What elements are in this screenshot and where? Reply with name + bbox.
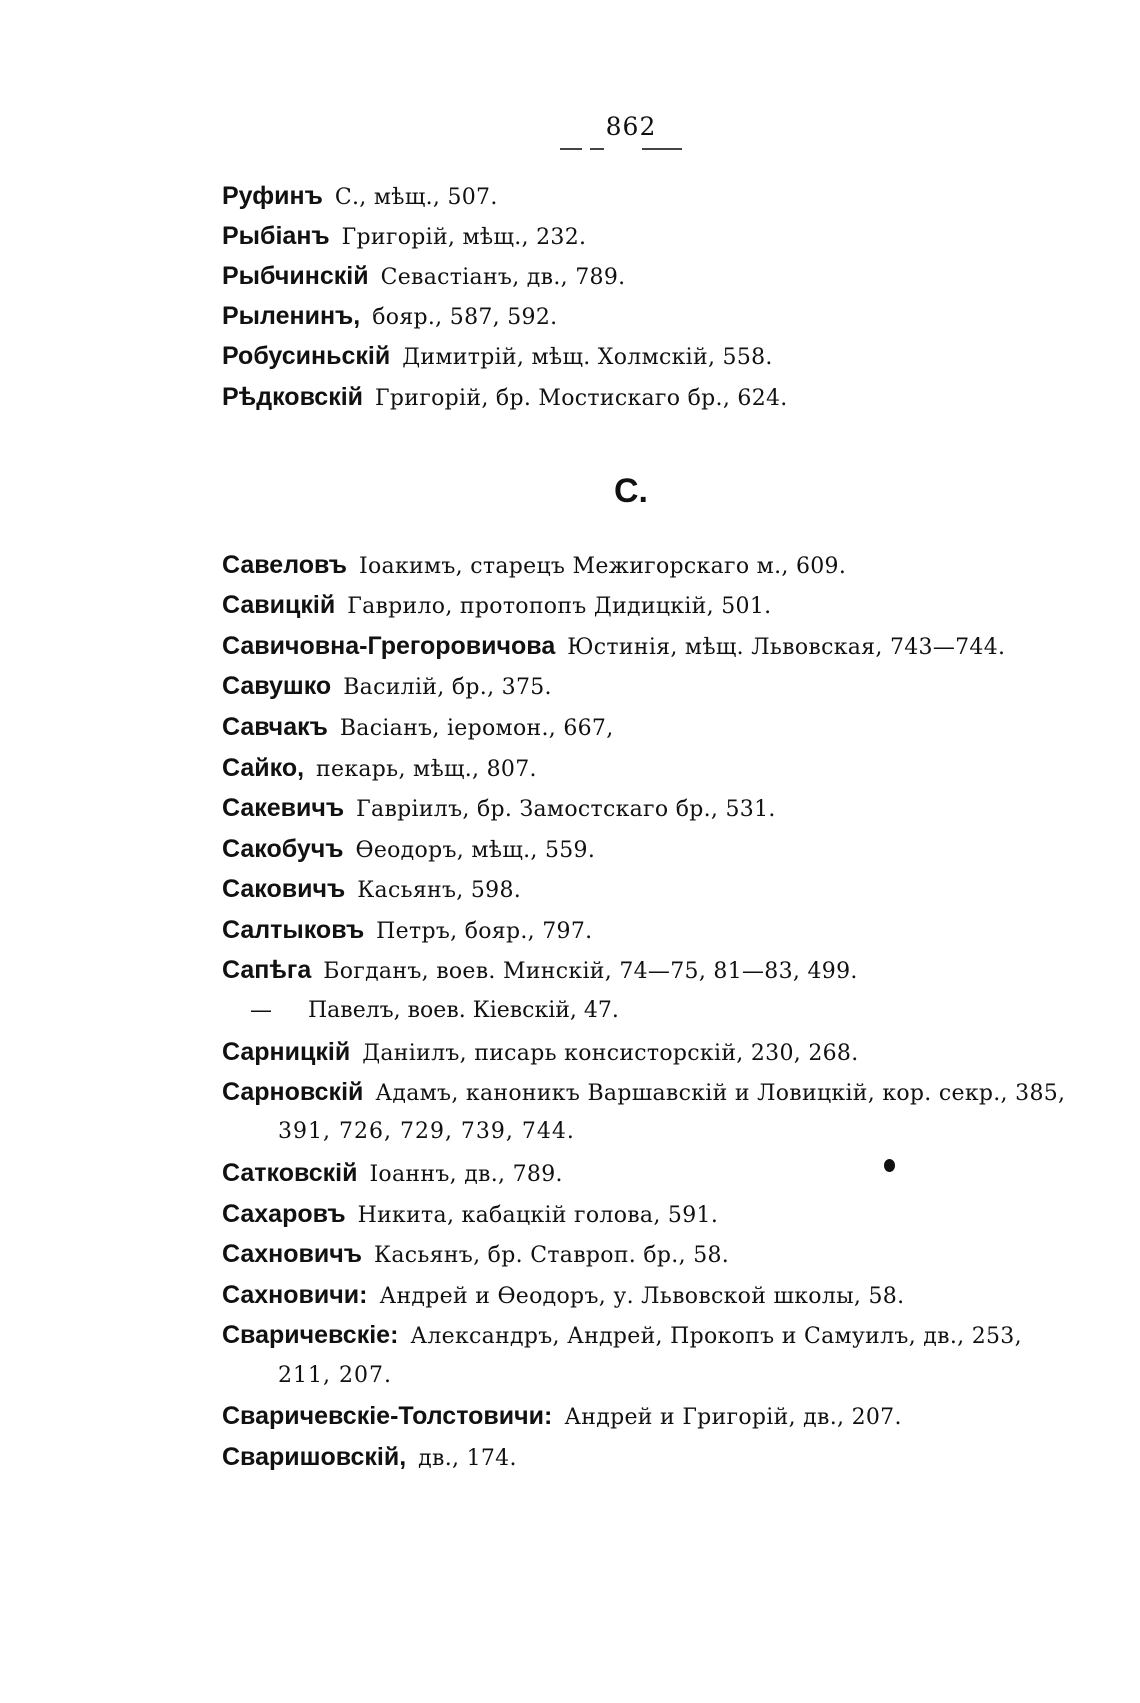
page-number: 862 <box>605 112 657 141</box>
index-entry-continuation: 211, 207. <box>278 1363 392 1388</box>
index-entry: Сайко, пекарь, мѣщ., 807. <box>222 754 537 782</box>
index-entry: Сарницкій Даніилъ, писарь консисторскій, 230, 268. <box>222 1038 859 1066</box>
index-entry: Сваричевскіе: Александръ, Андрей, Прокопъ и Самуилъ, дв., 253, <box>222 1321 1022 1349</box>
index-entry-continuation: 391, 726, 729, 739, 744. <box>278 1119 575 1144</box>
index-entry: Сакевичъ Гавріилъ, бр. Замостскаго бр., 531. <box>222 794 776 822</box>
index-entry: Сваричевскіе-Толстовичи: Андрей и Григорій, дв., 207. <box>222 1402 902 1430</box>
index-entry: Саковичъ Касьянъ, 598. <box>222 875 522 903</box>
page-number-rule-mid <box>590 148 604 150</box>
index-entry: Сатковскій Іоаннъ, дв., 789. <box>222 1159 563 1187</box>
index-entry: Сахаровъ Никита, кабацкій голова, 591. <box>222 1200 719 1228</box>
index-entry: Руфинъ С., мѣщ., 507. <box>222 182 498 210</box>
index-entry: Савчакъ Васіанъ, іеромон., 667, <box>222 713 614 741</box>
index-entry: Робусиньскій Димитрій, мѣщ. Холмскій, 558. <box>222 342 773 370</box>
index-entry: Сапѣга Богданъ, воев. Минскій, 74—75, 81—83, 499. <box>222 956 858 984</box>
index-entry: Сваришовскій, дв., 174. <box>222 1443 517 1471</box>
index-entry: Савицкій Гаврило, протопопъ Дидицкій, 501. <box>222 591 772 619</box>
index-entry: Савушко Василій, бр., 375. <box>222 672 552 700</box>
page-number-rule-right <box>642 148 682 150</box>
index-entry: Рыленинъ, бояр., 587, 592. <box>222 302 558 330</box>
index-entry: Савичовна-Грегоровичова Юстинія, мѣщ. Львовская, 743—744. <box>222 632 1006 660</box>
index-entry: Савеловъ Іоакимъ, старецъ Межигорскаго м., 609. <box>222 551 847 579</box>
ink-blot <box>884 1159 895 1172</box>
index-entry-subentry: — Павелъ, воев. Кіевскій, 47. <box>250 998 619 1023</box>
index-entry: Салтыковъ Петръ, бояр., 797. <box>222 916 593 944</box>
index-entry: Сарновскій Адамъ, каноникъ Варшавскій и Ловицкій, кор. секр., 385, <box>222 1078 1066 1106</box>
index-entry: Рѣдковскій Григорій, бр. Мостискаго бр., 624. <box>222 383 788 411</box>
index-entry: Рыбчинскій Севастіанъ, дв., 789. <box>222 262 626 290</box>
index-entry: Сакобучъ Ѳеодоръ, мѣщ., 559. <box>222 835 596 863</box>
index-entry: Сахновичъ Касьянъ, бр. Ставроп. бр., 58. <box>222 1240 730 1268</box>
section-letter: С. <box>614 472 648 510</box>
page-number-rule-left <box>560 148 582 150</box>
index-entry: Рыбіанъ Григорій, мѣщ., 232. <box>222 222 587 250</box>
index-entry: Сахновичи: Андрей и Ѳеодоръ, у. Львовской школы, 58. <box>222 1281 905 1309</box>
